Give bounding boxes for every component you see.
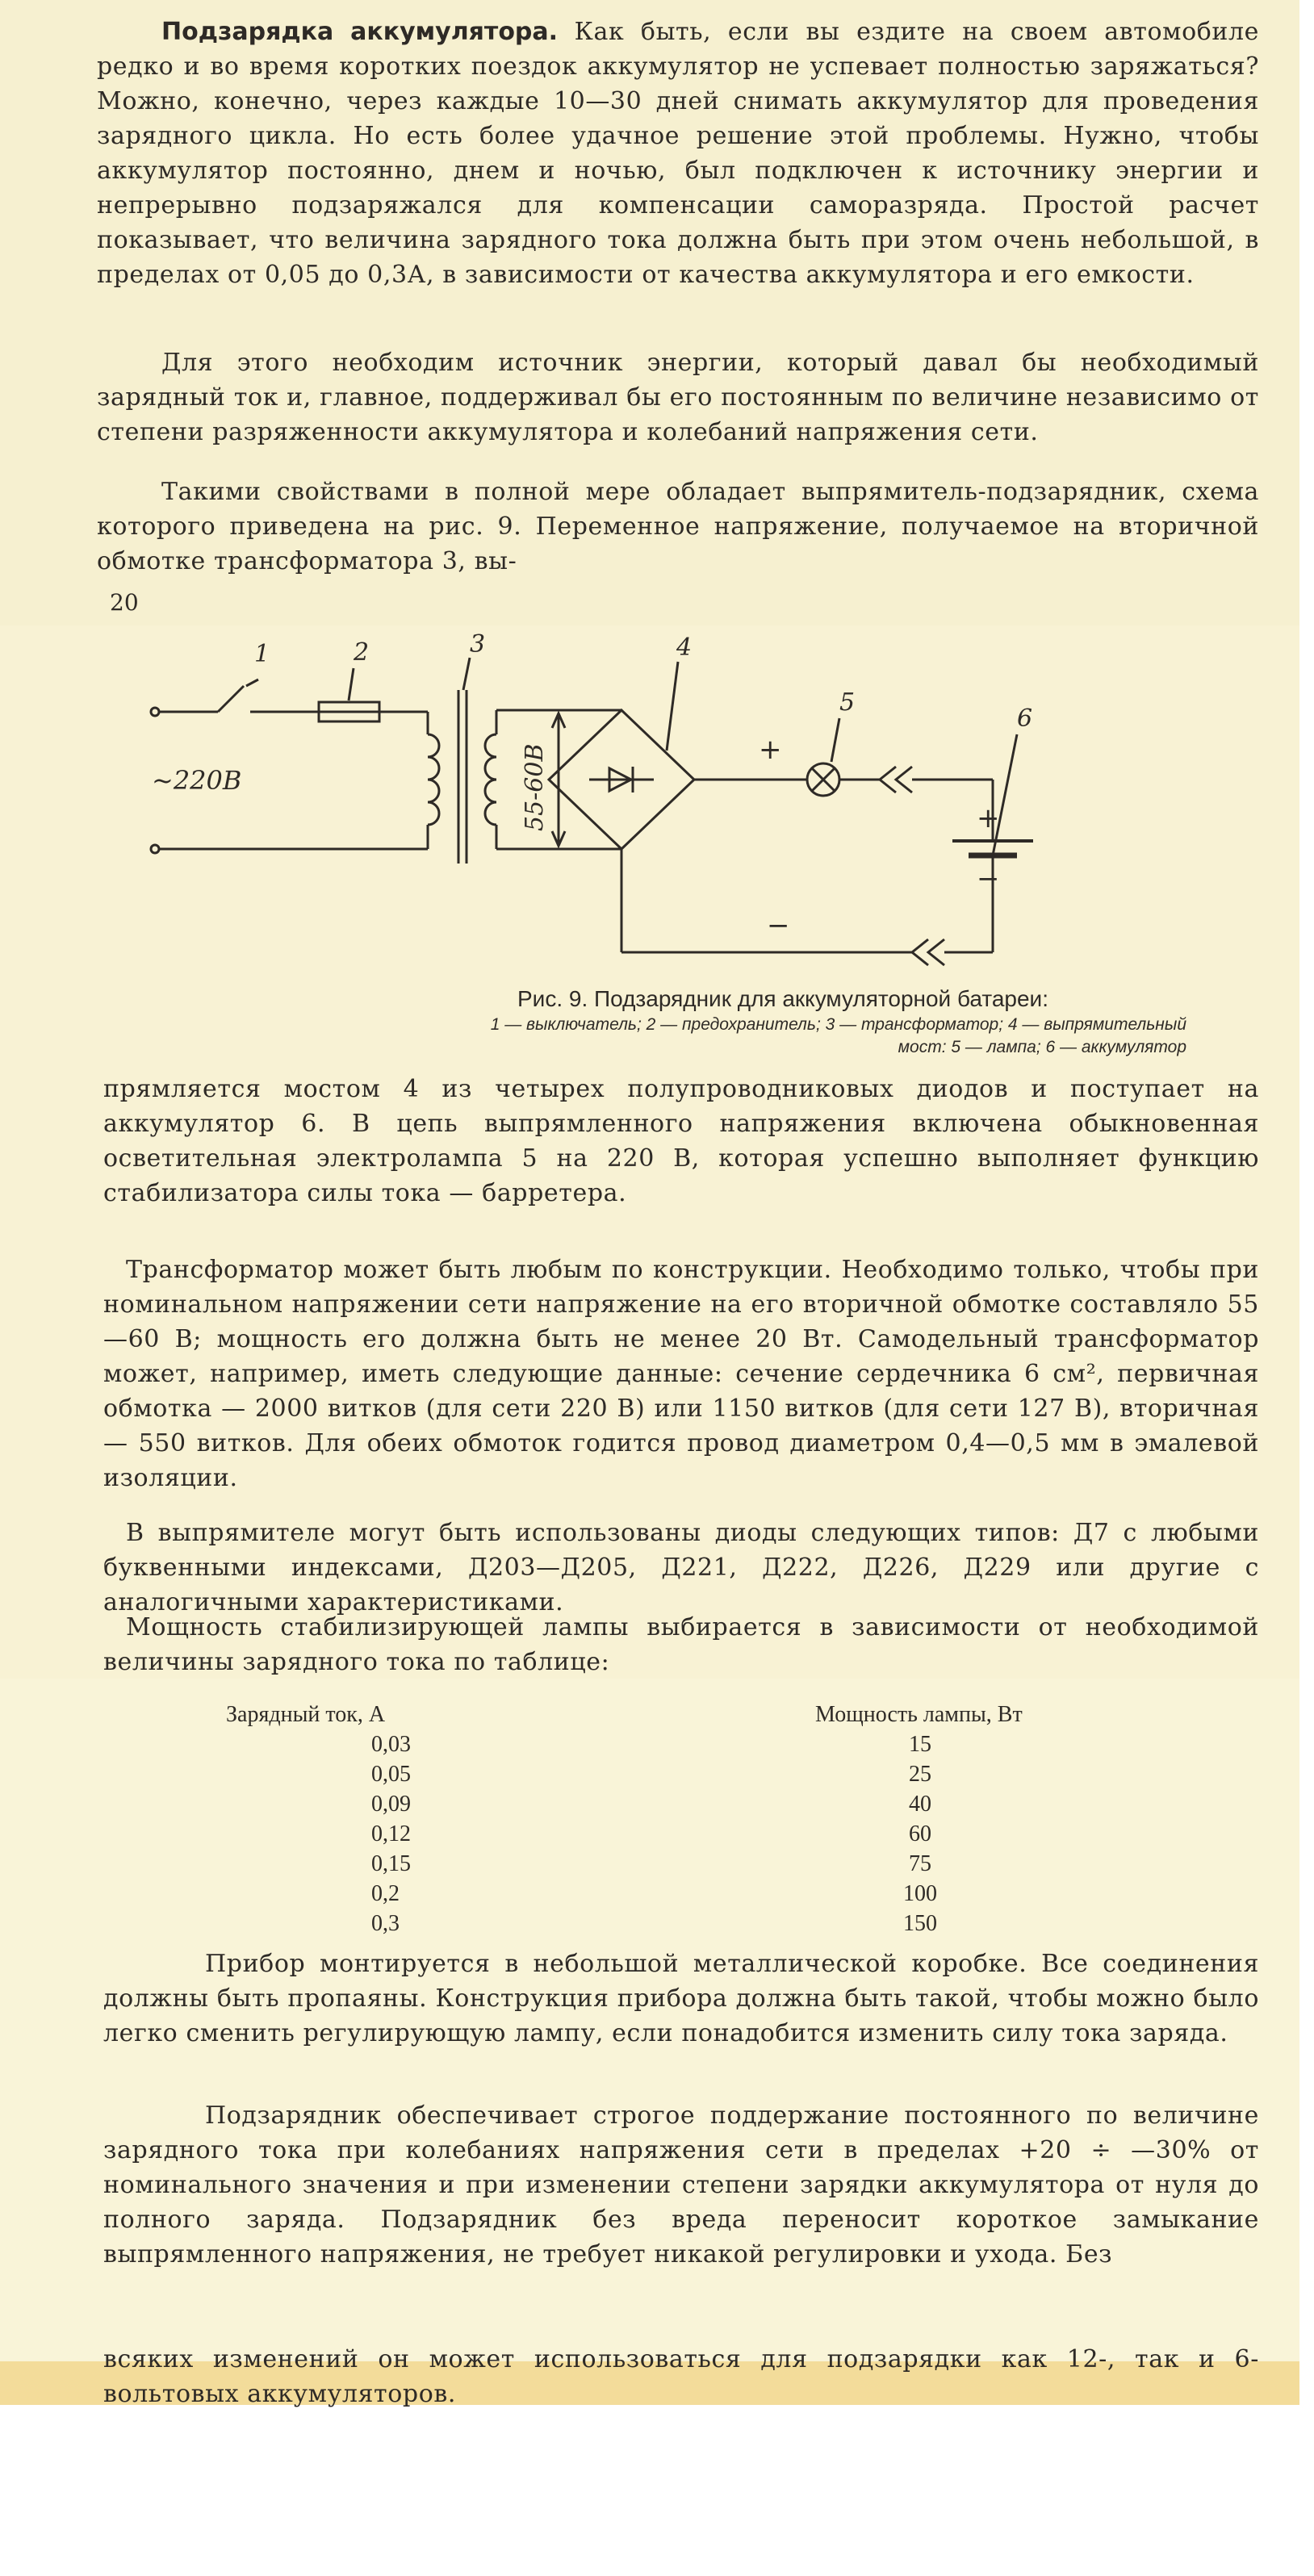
circuit-diagram [137, 629, 1203, 1001]
terminal-bottom [151, 845, 159, 853]
table-row [226, 1789, 1146, 1819]
paragraph-intro-body: Как быть, если вы ездите на своем автомобиле редко и во время коротких поездок аккумулятор не успевает полностью заряжаться? Можно, конечно, через каждые 10—30 дней снимать аккумулятор для проведения зарядного цикла. Но есть более удачное решение этой проблемы. Нужно, чтобы аккумулятор постоянно, днем и ночью, был подключен к источнику энергии и непрерывно подзаряжался для компенсации саморазряда. Простой расчет показывает, что величина зарядного тока должна быть при этом очень небольшой, в пределах от 0,05 до 0,3А, в зависимости от качества аккумулятора и его емкости. [97, 18, 1260, 289]
table-header-power: Мощность лампы, Вт [815, 1702, 1023, 1727]
figure-caption [379, 985, 1186, 1059]
table-cell-current: 0,12 [371, 1821, 411, 1846]
label-lamp: 5 [839, 688, 856, 717]
paragraph-assembly: Прибор монтируется в небольшой металлической коробке. Все соединения должны быть пропаяны. Конструкция прибора должна быть такой, чтобы можно было легко сменить регулирующую лампу, если понадобится изменить силу тока заряда. [103, 1950, 1259, 2047]
table-cell-current: 0,2 [371, 1881, 400, 1906]
table-cell-current: 0,05 [371, 1762, 411, 1787]
connector-minus [912, 939, 944, 965]
paragraph-rectifier: Такими свойствами в полной мере обладает выпрямитель-подзарядник, схема которого приведена на рис. 9. Переменное напряжение, получаемое на вторичной обмотке трансформатора 3, вы- [97, 478, 1259, 575]
table-cell-current: 0,3 [371, 1911, 400, 1936]
table-row [226, 1759, 1146, 1789]
run-in-heading: Подзарядка аккумулятора. [161, 18, 559, 46]
table-header [226, 1700, 1146, 1729]
paragraph-stabilization: Подзарядник обеспечивает строгое поддержание постоянного по величине зарядного тока при колебаниях напряжения сети в пределах +20 ÷ —30% от номинального значения и при изменении степени зарядки аккумулятора от нуля до полного заряда. Подзарядник без вреда переносит короткое замыкание выпрямленного напряжения, не требует никакой регулировки и ухода. Без [103, 2101, 1259, 2269]
label-plus-line: + [759, 734, 782, 766]
label-battery: 6 [1017, 705, 1033, 733]
label-mains-voltage: ~220В [152, 765, 242, 796]
paragraph-battery-types: всяких изменений он может использоваться для подзарядки как 12-, так и 6-вольтовых аккумуляторов. [103, 2345, 1259, 2408]
switch-blade [218, 686, 244, 712]
table-cell-power: 75 [909, 1851, 931, 1876]
table-cell-current: 0,03 [371, 1732, 411, 1757]
table-cell-power: 25 [909, 1762, 931, 1787]
label-transformer: 3 [470, 630, 486, 659]
caption-legend-line-1: 1 — выключатель; 2 — предохранитель; 3 — трансформатор; 4 — выпрямительный [490, 1015, 1186, 1034]
battery-leader-6 [993, 734, 1017, 855]
table-cell-current: 0,09 [371, 1792, 411, 1817]
table-header-current: Зарядный ток, А [226, 1702, 386, 1727]
leader-1 [246, 680, 258, 686]
leader-2 [349, 668, 354, 700]
label-battery-plus: + [977, 802, 1000, 834]
caption-title: Рис. 9. Подзарядник для аккумуляторной батареи: [517, 986, 1048, 1011]
label-minus-line: − [767, 910, 790, 942]
primary-winding [428, 734, 439, 825]
secondary-winding [485, 734, 496, 825]
label-battery-minus: − [977, 863, 1000, 895]
paragraph-bridge: прямляется мостом 4 из четырех полупроводниковых диодов и поступает на аккумулятор 6. В цепь выпрямленного напряжения включена обыкновенная осветительная электролампа 5 на 220 В, которая успешно выполняет функцию стабилизатора силы тока — барретера. [103, 1075, 1259, 1207]
label-bridge: 4 [676, 634, 693, 662]
terminal-top [151, 708, 159, 716]
table-cell-power: 100 [903, 1881, 937, 1906]
leader-5 [831, 718, 839, 762]
table-row [226, 1849, 1146, 1879]
circuit-schematic [137, 629, 1203, 1001]
table-row [226, 1909, 1146, 1938]
page-number: 20 [110, 589, 139, 616]
table-cell-power: 60 [909, 1821, 931, 1846]
label-secondary-voltage: 55-60В [521, 743, 549, 831]
table-row [226, 1879, 1146, 1909]
table-cell-power: 40 [909, 1792, 931, 1817]
label-fuse: 2 [354, 638, 370, 667]
leader-4 [667, 662, 678, 751]
table-row [226, 1819, 1146, 1849]
table-cell-current: 0,15 [371, 1851, 411, 1876]
table-row [226, 1729, 1146, 1759]
label-switch: 1 [254, 640, 270, 668]
lamp-power-table [226, 1700, 1146, 1938]
paragraph-intro [97, 15, 1259, 292]
caption-legend-line-2: мост: 5 — лампа; 6 — аккумулятор [898, 1038, 1186, 1056]
paragraph-diodes: В выпрямителе могут быть использованы диоды следующих типов: Д7 с любыми буквенными индексами, Д203—Д205, Д221, Д222, Д226, Д229 или другие с аналогичными характеристиками. [103, 1519, 1259, 1616]
table-cell-power: 15 [909, 1732, 931, 1757]
paragraph-energy-source: Для этого необходим источник энергии, который давал бы необходимый зарядный ток и, главное, поддерживал бы его постоянным по величине независимо от степени разряженности аккумулятора и колебаний напряжения сети. [97, 349, 1259, 446]
paragraph-lamp-power: Мощность стабилизирующей лампы выбирается в зависимости от необходимой величины зарядного тока по таблице: [103, 1613, 1259, 1676]
leader-3 [463, 658, 470, 690]
connector-plus [880, 767, 912, 792]
table-cell-power: 150 [903, 1911, 937, 1936]
paragraph-transformer: Трансформатор может быть любым по конструкции. Необходимо только, чтобы при номинальном напряжении сети напряжение на его вторичной обмотке составляло 55—60 В; мощность его должна быть не менее 20 Вт. Самодельный трансформатор может, например, иметь следующие данные: сечение сердечника 6 см², первичная обмотка — 2000 витков (для сети 220 В) или 1150 витков (для сети 127 В), вторичная — 550 витков. Для обеих обмоток годится провод диаметром 0,4—0,5 мм в эмалевой изоляции. [103, 1256, 1259, 1492]
